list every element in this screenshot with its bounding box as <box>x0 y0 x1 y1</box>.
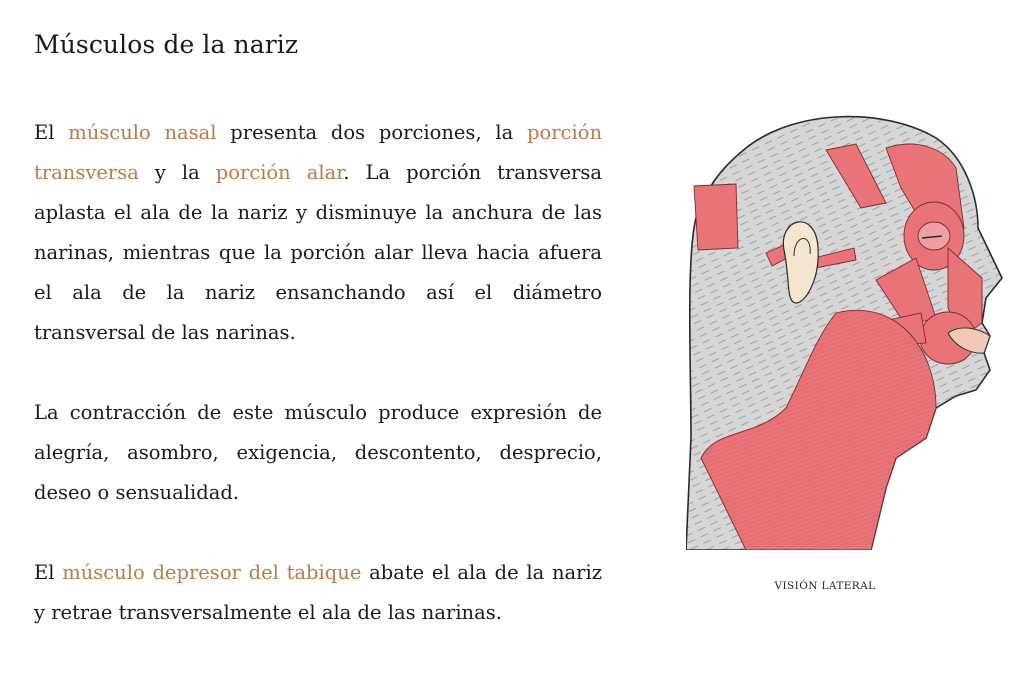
text-segment: y la <box>138 161 216 184</box>
body-text <box>34 113 602 673</box>
highlighted-term: porción transversa <box>34 121 603 184</box>
page-title: Músculos de la nariz <box>34 30 299 59</box>
text-segment: . La porción transversa aplasta el ala de la nariz y disminuye la anchura de las narinas, mientras que la porción alar lleva hacia afuera el ala de la nariz ensanchando así el diámetro transversal de las narinas. <box>34 161 603 344</box>
text-segment: El <box>34 561 63 584</box>
text-segment: El <box>34 121 69 144</box>
text-segment: La contracción de este músculo produce expresión de alegría, asombro, exigencia, descontento, desprecio, deseo o sensualidad. <box>34 401 602 504</box>
text-segment: presenta dos porciones, la <box>216 121 527 144</box>
text-segment: abate el ala de la nariz y retrae transversalmente el ala de las narinas. <box>34 561 602 624</box>
paragraph-contraction <box>34 393 602 513</box>
paragraph-nasal <box>34 113 602 353</box>
figure-caption: VISIÓN LATERAL <box>774 580 876 592</box>
highlighted-term: músculo nasal <box>68 121 217 144</box>
paragraph-depressor <box>34 553 602 633</box>
head-lateral-illustration <box>686 108 1004 550</box>
highlighted-term: porción alar <box>215 161 344 184</box>
highlighted-term: músculo depresor del tabique <box>62 561 362 584</box>
